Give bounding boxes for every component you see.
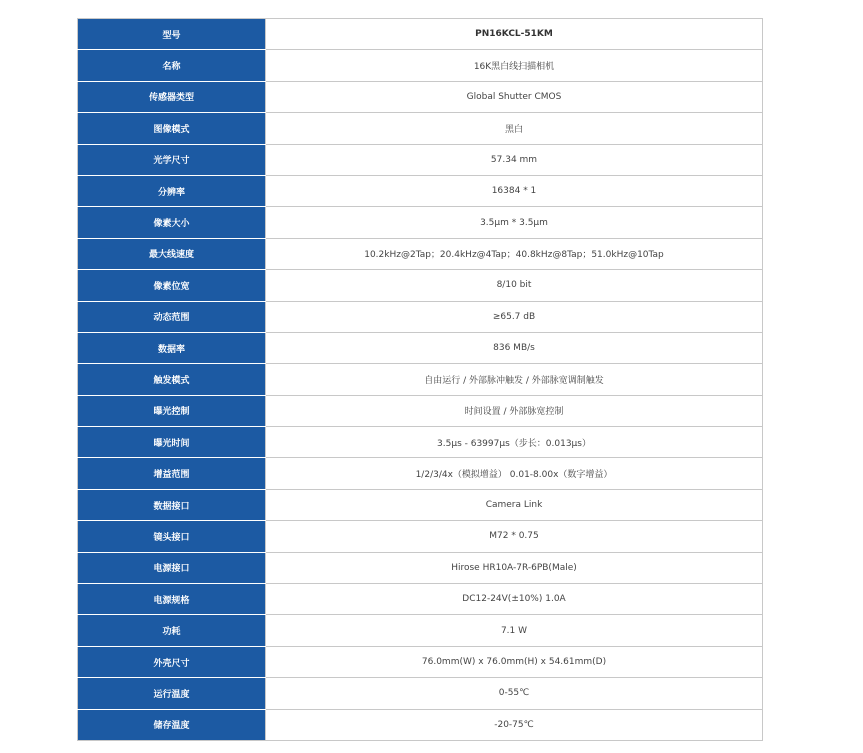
- table-row: [78, 584, 763, 615]
- spec-value: 76.0mm(W) x 76.0mm(H) x 54.61mm(D): [266, 646, 763, 677]
- spec-label: 数据接口: [78, 489, 266, 520]
- table-row: [78, 144, 763, 175]
- spec-value: 836 MB/s: [266, 332, 763, 363]
- spec-value: 0-55℃: [266, 678, 763, 709]
- spec-table: [77, 18, 763, 741]
- spec-value: -20-75℃: [266, 709, 763, 740]
- table-row: [78, 113, 763, 144]
- table-row: [78, 709, 763, 740]
- table-row: [78, 678, 763, 709]
- table-row: [78, 521, 763, 552]
- spec-value: Hirose HR10A-7R-6PB(Male): [266, 552, 763, 583]
- spec-label: 外壳尺寸: [78, 646, 266, 677]
- spec-value: 3.5μs - 63997μs（步长：0.013μs）: [266, 427, 763, 458]
- spec-label: 传感器类型: [78, 81, 266, 112]
- table-row: [78, 81, 763, 112]
- table-row: [78, 395, 763, 426]
- table-row: [78, 489, 763, 520]
- spec-label: 分辨率: [78, 175, 266, 206]
- spec-value: M72 * 0.75: [266, 521, 763, 552]
- spec-value: 1/2/3/4x（模拟增益） 0.01-8.00x（数字增益）: [266, 458, 763, 489]
- spec-value: PN16KCL-51KM: [266, 19, 763, 50]
- spec-label: 数据率: [78, 332, 266, 363]
- table-row: [78, 238, 763, 269]
- table-row: [78, 458, 763, 489]
- table-row: [78, 332, 763, 363]
- spec-value: 3.5μm * 3.5μm: [266, 207, 763, 238]
- spec-value: 7.1 W: [266, 615, 763, 646]
- spec-label: 最大线速度: [78, 238, 266, 269]
- table-row: [78, 427, 763, 458]
- table-row: [78, 646, 763, 677]
- spec-value: 57.34 mm: [266, 144, 763, 175]
- spec-table-body: [78, 19, 763, 741]
- table-row: [78, 301, 763, 332]
- spec-label: 镜头接口: [78, 521, 266, 552]
- table-row: [78, 270, 763, 301]
- table-row: [78, 615, 763, 646]
- spec-label: 触发模式: [78, 364, 266, 395]
- spec-label: 型号: [78, 19, 266, 50]
- spec-label: 运行温度: [78, 678, 266, 709]
- table-row: [78, 552, 763, 583]
- spec-label: 曝光时间: [78, 427, 266, 458]
- spec-value: ≥65.7 dB: [266, 301, 763, 332]
- spec-value: 自由运行 / 外部脉冲触发 / 外部脉宽调制触发: [266, 364, 763, 395]
- spec-label: 电源规格: [78, 584, 266, 615]
- table-row: [78, 50, 763, 81]
- spec-value: DC12-24V(±10%) 1.0A: [266, 584, 763, 615]
- spec-label: 光学尺寸: [78, 144, 266, 175]
- spec-label: 像素大小: [78, 207, 266, 238]
- spec-label: 名称: [78, 50, 266, 81]
- spec-label: 像素位宽: [78, 270, 266, 301]
- spec-value: Camera Link: [266, 489, 763, 520]
- spec-value: 时间设置 / 外部脉宽控制: [266, 395, 763, 426]
- table-row: [78, 364, 763, 395]
- table-row: [78, 19, 763, 50]
- spec-label: 储存温度: [78, 709, 266, 740]
- spec-label: 曝光控制: [78, 395, 266, 426]
- spec-value: 黑白: [266, 113, 763, 144]
- spec-label: 图像模式: [78, 113, 266, 144]
- table-row: [78, 175, 763, 206]
- spec-value: 10.2kHz@2Tap；20.4kHz@4Tap；40.8kHz@8Tap；51.0kHz@10Tap: [266, 238, 763, 269]
- spec-label: 动态范围: [78, 301, 266, 332]
- spec-label: 增益范围: [78, 458, 266, 489]
- spec-value: 8/10 bit: [266, 270, 763, 301]
- spec-value: 16384 * 1: [266, 175, 763, 206]
- spec-label: 电源接口: [78, 552, 266, 583]
- spec-value: 16K黑白线扫描相机: [266, 50, 763, 81]
- spec-label: 功耗: [78, 615, 266, 646]
- table-row: [78, 207, 763, 238]
- spec-value: Global Shutter CMOS: [266, 81, 763, 112]
